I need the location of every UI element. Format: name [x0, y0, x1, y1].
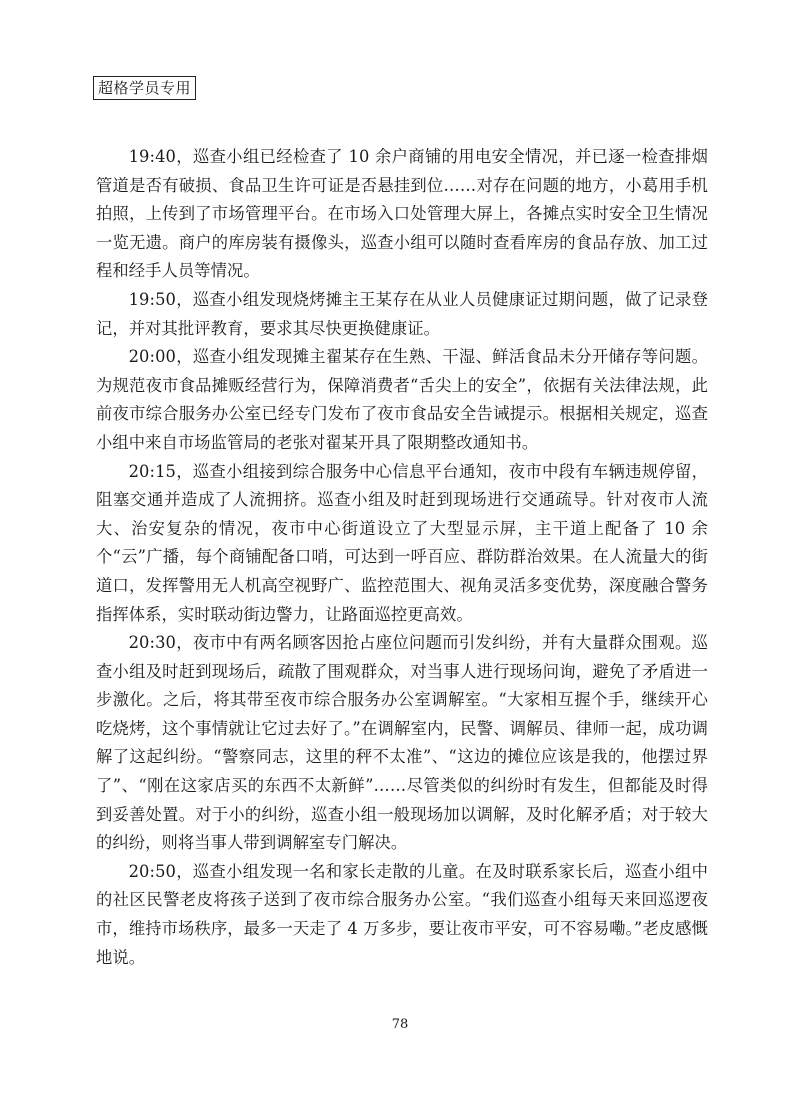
paragraph-2030: 20:30，夜市中有两名顾客因抢占座位问题而引发纠纷，并有大量群众围观。巡查小组及时赶到现场后，疏散了围观群众，对当事人进行现场问询，避免了矛盾进一步激化。之后，将其带至夜市综合服务办公室调解室。“大家相互握个手，继续开心吃烧烤，这个事情就让它过去好了。”在调解室内，民警、调解员、律师一起，成功调解了这起纠纷。“警察同志，这里的秤不太准”、“这边的摊位应该是我的，他摆过界了”、“刚在这家店买的东西不太新鲜”……尽管类似的纠纷时有发生，但都能及时得到妥善处置。对于小的纠纷，巡查小组一般现场加以调解，及时化解矛盾；对于较大的纠纷，则将当事人带到调解室专门解决。	[96, 633, 708, 853]
paragraph-1950: 19:50，巡查小组发现烧烤摊主王某存在从业人员健康证过期问题，做了记录登记，并对其批评教育，要求其尽快更换健康证。	[96, 289, 708, 338]
document-body	[96, 143, 708, 972]
paragraph-2050: 20:50，巡查小组发现一名和家长走散的儿童。在及时联系家长后，巡查小组中的社区民警老皮将孩子送到了夜市综合服务办公室。“我们巡查小组每天来回巡逻夜市，维持市场秩序，最多一天走了 4 万多步，要让夜市平安，可不容易嘞。”老皮感慨地说。	[96, 861, 708, 967]
page-number: 78	[391, 1017, 409, 1032]
student-only-label: 超格学员专用	[93, 76, 196, 100]
paragraph-2000: 20:00，巡查小组发现摊主翟某存在生熟、干湿、鲜活食品未分开储存等问题。为规范夜市食品摊贩经营行为，保障消费者“舌尖上的安全”，依据有关法律法规，此前夜市综合服务办公室已经专门发布了夜市食品安全告诫提示。根据相关规定，巡查小组中来自市场监管局的老张对翟某开具了限期整改通知书。	[96, 347, 708, 452]
paragraph-1940: 19:40，巡查小组已经检查了 10 余户商铺的用电安全情况，并已逐一检查排烟管道是否有破损、食品卫生许可证是否悬挂到位……对存在问题的地方，小葛用手机拍照，上传到了市场管理平台。在市场入口处管理大屏上，各摊点实时安全卫生情况一览无遗。商户的库房装有摄像头，巡查小组可以随时查看库房的食品存放、加工过程和经手人员等情况。	[96, 147, 708, 281]
paragraph-2015: 20:15，巡查小组接到综合服务中心信息平台通知，夜市中段有车辆违规停留，阻塞交通并造成了人流拥挤。巡查小组及时赶到现场进行交通疏导。针对夜市人流大、治安复杂的情况，夜市中心街道设立了大型显示屏，主干道上配备了 10 余个“云”广播，每个商铺配备口哨，可达到一呼百应、群防群治效果。在人流量大的街道口，发挥警用无人机高空视野广、监控范围大、视角灵活多变优势，深度融合警务指挥体系，实时联动街边警力，让路面巡控更高效。	[96, 461, 708, 624]
